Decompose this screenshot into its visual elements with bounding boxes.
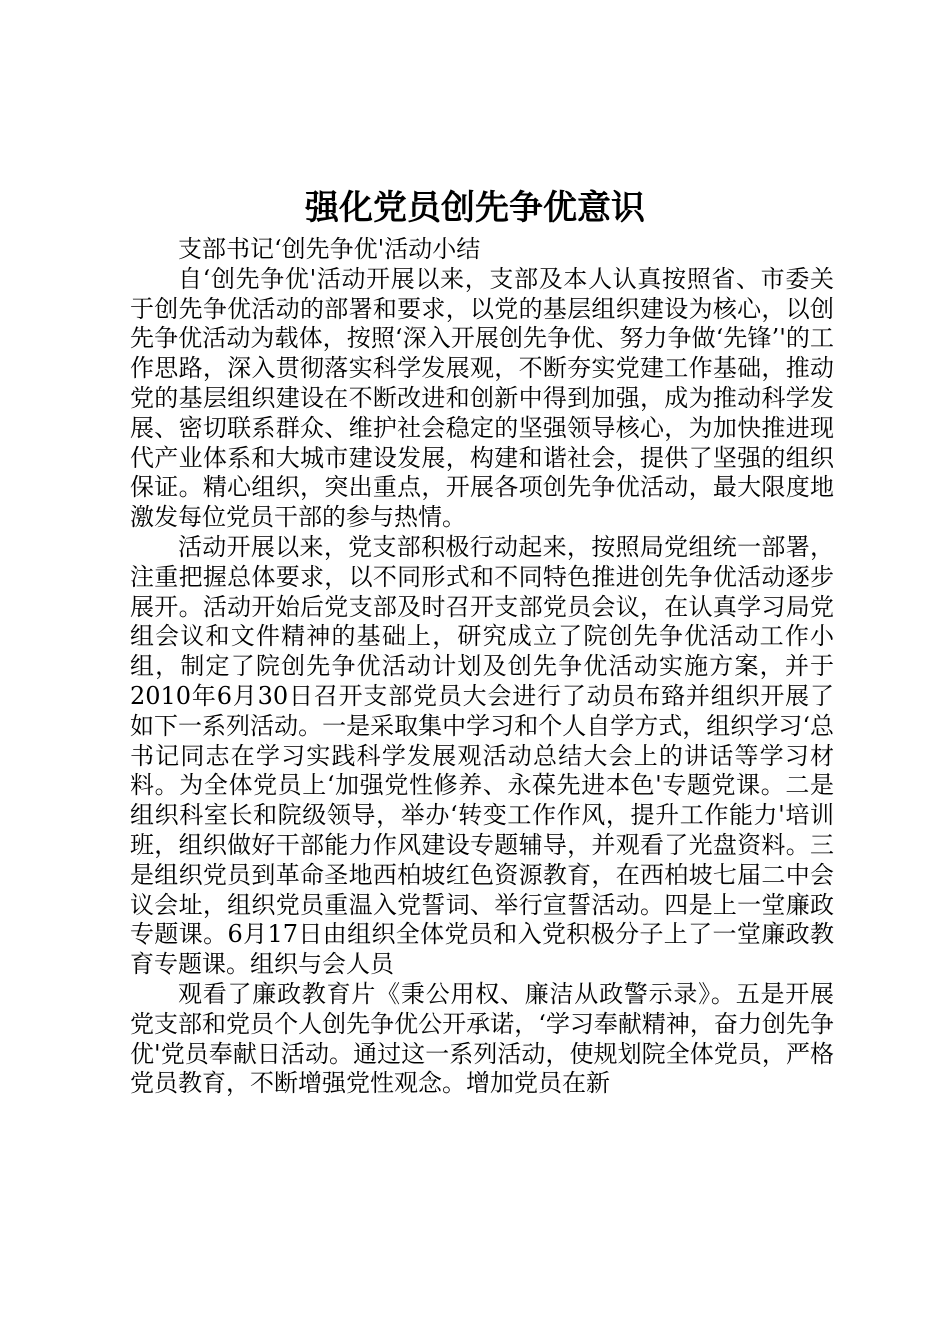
document-body	[130, 235, 834, 1099]
paragraph-subtitle: 支部书记‘创先争优'活动小结	[178, 235, 481, 263]
document-title: 强化党员创先争优意识	[305, 188, 645, 228]
paragraph: 观看了廉政教育片《秉公用权、廉洁从政警示录》。五是开展党支部和党员个人创先争优公开承诺，‘学习奉献精神，奋力创先争优'党员奉献日活动。通过这一系列活动，使规划院全体党员，严格党员教育，不断增强党性观念。增加党员在新	[130, 979, 834, 1098]
paragraph: 自‘创先争优'活动开展以来，支部及本人认真按照省、市委关于创先争优活动的部署和要求，以党的基层组织建设为核心，以创先争优活动为载体，按照‘深入开展创先争优、努力争做‘先锋’'的工作思路，深入贯彻落实科学发展观，不断夯实党建工作基础，推动党的基层组织建设在不断改进和创新中得到加强，成为推动科学发展、密切联系群众、维护社会稳定的坚强领导核心，为加快推进现代产业体系和大城市建设发展，构建和谐社会，提供了坚强的组织保证。精心组织，突出重点，开展各项创先争优活动，最大限度地激发每位党员干部的参与热情。	[130, 264, 834, 532]
paragraph: 活动开展以来，党支部积极行动起来，按照局党组统一部署，注重把握总体要求，以不同形式和不同特色推进创先争优活动逐步展开。活动开始后党支部及时召开支部党员会议，在认真学习局党组会议和文件精神的基础上，研究成立了院创先争优活动工作小组，制定了院创先争优活动计划及创先争优活动实施方案，并于2010年6月30日召开支部党员大会进行了动员布臵并组织开展了如下一系列活动。一是采取集中学习和个人自学方式，组织学习‘总书记同志在学习实践科学发展观活动总结大会上的讲话等学习材料。为全体党员上‘加强党性修养、永葆先进本色'专题党课。二是组织科室长和院级领导，举办‘转变工作作风，提升工作能力'培训班，组织做好干部能力作风建设专题辅导，并观看了光盘资料。三是组织党员到革命圣地西柏坡红色资源教育，在西柏坡七届二中会议会址，组织党员重温入党誓词、举行宣誓活动。四是上一堂廉政专题课。6月17日由组织全体党员和入党积极分子上了一堂廉政教育专题课。组织与会人员	[130, 532, 834, 979]
